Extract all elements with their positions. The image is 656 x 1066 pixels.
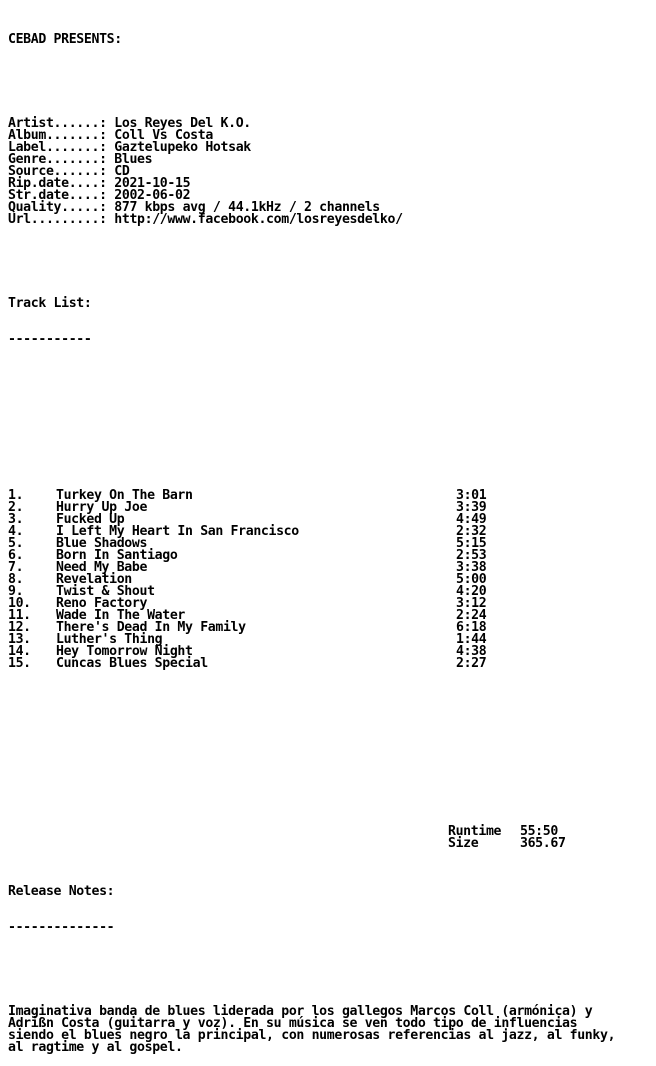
- track-time: 6:18: [456, 620, 487, 635]
- stat-value: 365.67: [520, 836, 566, 851]
- track-row: [8, 598, 615, 610]
- stat-row: [8, 838, 615, 850]
- track-row: [8, 646, 615, 658]
- nfo-document: [8, 10, 615, 1066]
- track-title: Turkey On The Barn: [56, 488, 193, 503]
- track-number: 2.: [8, 500, 24, 515]
- info-label: Source......:: [8, 164, 107, 179]
- track-title: Fucked Up: [56, 512, 125, 527]
- track-time: 3:01: [456, 488, 487, 503]
- track-time: 4:38: [456, 644, 487, 659]
- info-value: Gaztelupeko Hotsak: [114, 140, 251, 155]
- track-number: 8.: [8, 572, 24, 587]
- spacer: [8, 742, 615, 754]
- track-title: I Left My Heart In San Francisco: [56, 524, 299, 539]
- track-row: [8, 586, 615, 598]
- track-list: [8, 490, 615, 670]
- release-notes: [8, 1006, 615, 1054]
- track-title: Hey Tomorrow Night: [56, 644, 193, 659]
- info-label: Quality.....:: [8, 200, 107, 215]
- track-title: Hurry Up Joe: [56, 500, 148, 515]
- track-row: [8, 634, 615, 646]
- info-label: Rip.date....:: [8, 176, 107, 191]
- track-time: 5:15: [456, 536, 487, 551]
- track-time: 2:27: [456, 656, 487, 671]
- info-row: [8, 214, 615, 226]
- info-value: 2021-10-15: [114, 176, 191, 191]
- track-time: 2:24: [456, 608, 487, 623]
- track-number: 13.: [8, 632, 31, 647]
- info-value: CD: [114, 164, 130, 179]
- track-title: Revelation: [56, 572, 132, 587]
- track-number: 14.: [8, 644, 31, 659]
- track-number: 5.: [8, 536, 24, 551]
- track-time: 3:38: [456, 560, 487, 575]
- info-block: [8, 118, 615, 226]
- spacer: [8, 958, 615, 970]
- spacer: [8, 70, 615, 82]
- release-notes-line: Adrißn Costa (guitarra y voz). En su música se ven todo tipo de influencias: [8, 1016, 578, 1031]
- track-number: 7.: [8, 560, 24, 575]
- track-time: 4:49: [456, 512, 487, 527]
- info-label: Album.......:: [8, 128, 107, 143]
- info-label: Label.......:: [8, 140, 107, 155]
- track-title: Reno Factory: [56, 596, 148, 611]
- info-value: 877 kbps avg / 44.1kHz / 2 channels: [114, 200, 380, 215]
- stat-value: 55:50: [520, 824, 558, 839]
- release-notes-line: siendo el blues negro la principal, con numerosas referencias al jazz, al funky,: [8, 1028, 616, 1043]
- spacer: [8, 370, 615, 382]
- track-title: Blue Shadows: [56, 536, 148, 551]
- track-number: 12.: [8, 620, 31, 635]
- track-number: 1.: [8, 488, 24, 503]
- tracklist-heading: Track List:: [8, 296, 92, 311]
- info-value: http://www.facebook.com/losreyesdelko/: [114, 212, 403, 227]
- info-value: 2002-06-02: [114, 188, 191, 203]
- stats-block: [8, 826, 615, 850]
- track-row: [8, 610, 615, 622]
- track-row: [8, 658, 615, 670]
- spacer: [8, 706, 615, 718]
- track-number: 15.: [8, 656, 31, 671]
- track-title: Wade In The Water: [56, 608, 186, 623]
- info-value: Blues: [114, 152, 153, 167]
- track-number: 9.: [8, 584, 24, 599]
- track-time: 2:53: [456, 548, 487, 563]
- track-time: 5:00: [456, 572, 487, 587]
- spacer: [8, 262, 615, 274]
- stat-row: [8, 826, 615, 838]
- info-label: Artist......:: [8, 116, 107, 131]
- info-value: Coll Vs Costa: [114, 128, 213, 143]
- track-number: 4.: [8, 524, 24, 539]
- track-time: 4:20: [456, 584, 487, 599]
- release-notes-line: al ragtime y al gospel.: [8, 1040, 183, 1055]
- track-time: 3:12: [456, 596, 487, 611]
- track-row: [8, 622, 615, 634]
- track-number: 6.: [8, 548, 24, 563]
- track-time: 3:39: [456, 500, 487, 515]
- info-value: Los Reyes Del K.O.: [114, 116, 251, 131]
- header-line: CEBAD PRESENTS:: [8, 32, 122, 47]
- spacer: [8, 406, 615, 418]
- track-title: Born In Santiago: [56, 548, 178, 563]
- track-title: Need My Babe: [56, 560, 148, 575]
- track-time: 2:32: [456, 524, 487, 539]
- track-title: Twist & Shout: [56, 584, 155, 599]
- spacer: [8, 442, 615, 454]
- track-title: Cuncas Blues Special: [56, 656, 208, 671]
- release-notes-line: Imaginativa banda de blues liderada por los gallegos Marcos Coll (armónica) y: [8, 1004, 593, 1019]
- track-time: 1:44: [456, 632, 487, 647]
- track-title: Luther's Thing: [56, 632, 163, 647]
- track-number: 10.: [8, 596, 31, 611]
- spacer: [8, 778, 615, 790]
- info-label: Genre.......:: [8, 152, 107, 167]
- release-notes-underline: --------------: [8, 920, 115, 935]
- track-number: 3.: [8, 512, 24, 527]
- info-label: Url.........:: [8, 212, 107, 227]
- stat-label: Runtime: [448, 824, 502, 839]
- track-number: 11.: [8, 608, 31, 623]
- track-title: There's Dead In My Family: [56, 620, 246, 635]
- info-label: Str.date....:: [8, 188, 107, 203]
- release-notes-heading: Release Notes:: [8, 884, 115, 899]
- stat-label: Size: [448, 836, 479, 851]
- tracklist-underline: -----------: [8, 332, 92, 347]
